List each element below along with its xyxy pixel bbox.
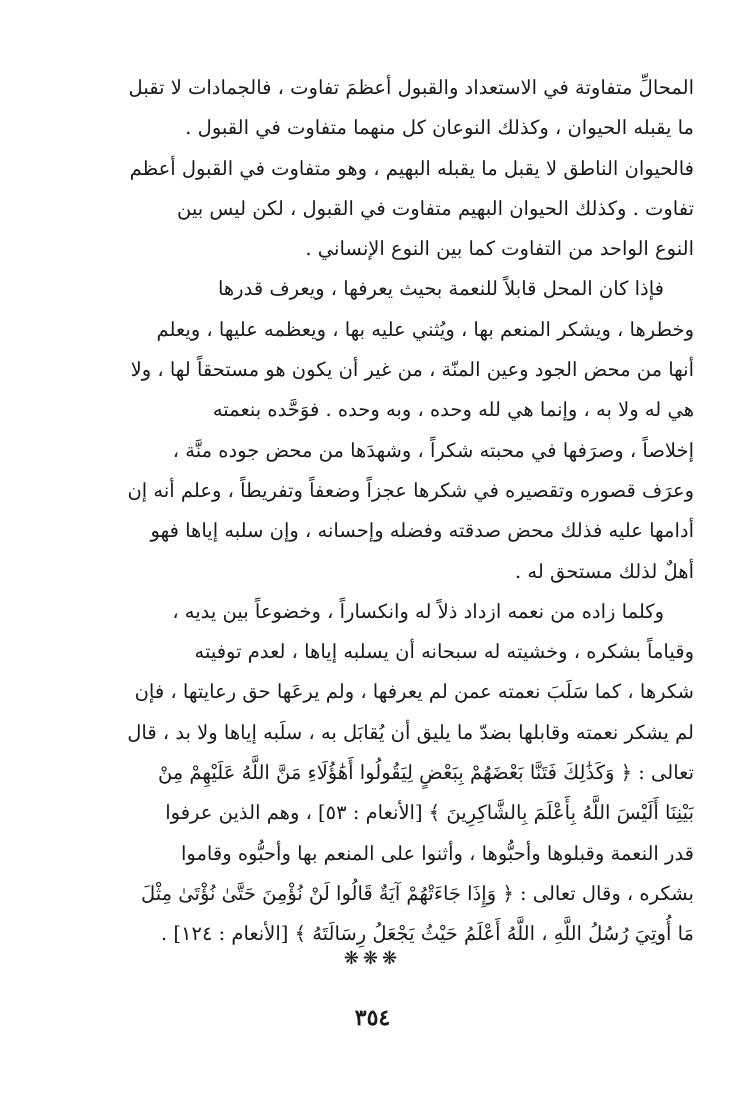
section-divider-stars: ❋❋❋ [343, 948, 402, 969]
text-line-18: تعالى : ﴿ وَكَذَٰلِكَ فَتَنَّا بَعْضَهُمْ بِبَعْضٍ لِيَقُولُوا أَهَٰؤُلَاءِ مَنَّ اللَّهُ عَلَيْهِمْ مِنْ [157, 761, 694, 785]
text-line-11: وعرَف قصوره وتقصيره في شكرها عجزاً وضعفاً وتفريطاً ، وعلم أنه إن [127, 478, 694, 502]
text-line-7: وخطرها ، ويشكر المنعم بها ، ويُثني عليه بها ، ويعظمه عليها ، ويعلم [156, 317, 694, 341]
text-line-15: وقياماً بشكره ، وخشيته له سبحانه أن يسلبه إياها ، لعدم توفيته [194, 640, 694, 664]
text-line-14: وكلما زاده من نعمه ازداد ذلاً له وانكساراً ، وخضوعاً بين يديه ، [172, 599, 664, 623]
page-number: ٣٥٤ [354, 1005, 391, 1031]
text-line-2: ما يقبله الحيوان ، وكذلك النوعان كل منهما متفاوت في القبول . [185, 116, 694, 140]
text-line-8: أنها من محض الجود وعين المنّة ، من غير أن يكون هو مستحقاً لها ، ولا [130, 358, 694, 382]
text-line-19: بَيْنِنَا أَلَيْسَ اللَّهُ بِأَعْلَمَ بِالشَّاكِرِينَ ﴾ [الأنعام : ٥٣] ، وهم الذين عرفوا [165, 801, 694, 825]
text-line-4: تفاوت . وكذلك الحيوان البهيم متفاوت في القبول ، لكن ليس بين [177, 196, 694, 220]
text-line-9: هي له ولا به ، وإنما هي لله وحده ، وبه وحده . فوَحَّده بنعمته [212, 398, 694, 422]
text-line-10: إخلاصاً ، وصرَفها في محبته شكراً ، وشهدَها من محض جوده منَّة ، [172, 438, 694, 462]
text-line-12: أدامها عليه فذلك محض صدقته وفضله وإحسانه ، وإن سلبه إياها فهو [150, 519, 694, 543]
text-line-13: أهلٌ لذلك مستحق له . [515, 559, 694, 583]
text-line-5: النوع الواحد من التفاوت كما بين النوع الإنساني . [305, 237, 694, 261]
body-text [74, 68, 694, 955]
text-line-21: بشكره ، وقال تعالى : ﴿ وَإِذَا جَاءَتْهُمْ آيَةٌ قَالُوا لَنْ نُؤْمِنَ حَتَّىٰ نُؤْتَىٰ مِثْلَ [141, 881, 694, 905]
text-line-20: قدر النعمة وقبلوها وأحبُّوها ، وأثنوا على المنعم بها وأحبُّوه وقاموا [181, 841, 694, 865]
text-line-6: فإذا كان المحل قابلاً للنعمة بحيث يعرفها ، ويعرف قدرها [217, 277, 664, 301]
text-line-16: شكرها ، كما سَلَبَ نعمته عمن لم يعرفها ، ولم يرعَها حق رعايتها ، فإن [134, 680, 694, 704]
text-line-22: مَا أُوتِيَ رُسُلُ اللَّهِ ، اللَّهُ أَعْلَمُ حَيْثُ يَجْعَلُ رِسَالَتَهُ ﴾ [الأنعام : ١٢٤] . [160, 922, 694, 946]
text-line-17: لم يشكر نعمته وقابلها بضدّ ما يليق أن يُقابَل به ، سلَبه إياها ولا بد ، قال [127, 720, 694, 744]
text-line-3: فالحيوان الناطق لا يقبل ما يقبله البهيم ، وهو متفاوت في القبول أعظم [129, 156, 694, 180]
text-line-1: المحالِّ متفاوتة في الاستعداد والقبول أعظمَ تفاوت ، فالجمادات لا تقبل [128, 76, 694, 99]
